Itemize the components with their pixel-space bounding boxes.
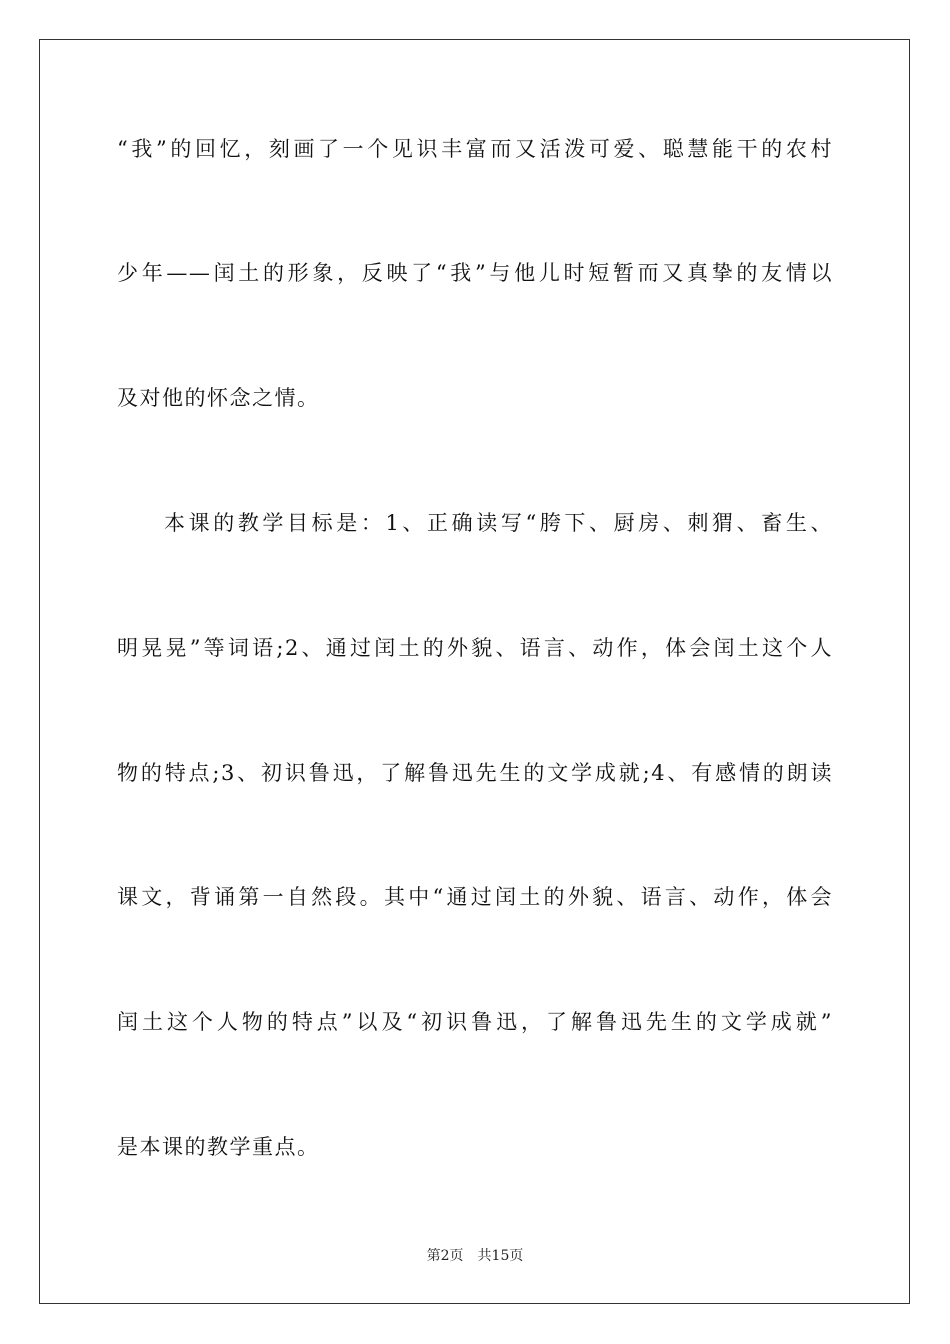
text-line-4: 本课的教学目标是：1、正确读写“胯下、厨房、刺猬、畜生、 xyxy=(164,511,833,535)
text-line-5: 明晃晃”等词语;2、通过闰土的外貌、语言、动作，体会闰土这个人 xyxy=(117,636,833,660)
page-border xyxy=(39,39,910,1304)
text-line-7: 课文，背诵第一自然段。其中“通过闰土的外貌、语言、动作，体会 xyxy=(117,885,833,909)
page-number: 第2页 xyxy=(426,1248,464,1264)
text-line-6: 物的特点;3、初识鲁迅，了解鲁迅先生的文学成就;4、有感情的朗读 xyxy=(117,761,833,785)
text-line-2: 少年——闰土的形象，反映了“我”与他儿时短暂而又真挚的友情以 xyxy=(117,261,833,285)
text-line-3: 及对他的怀念之情。 xyxy=(117,386,320,410)
text-line-8: 闰土这个人物的特点”以及“初识鲁迅，了解鲁迅先生的文学成就” xyxy=(117,1010,833,1034)
text-line-1: “我”的回忆，刻画了一个见识丰富而又活泼可爱、聪慧能干的农村 xyxy=(117,137,833,161)
page-total: 共15页 xyxy=(477,1248,524,1264)
text-line-9: 是本课的教学重点。 xyxy=(117,1135,320,1159)
page-footer xyxy=(0,1247,950,1265)
